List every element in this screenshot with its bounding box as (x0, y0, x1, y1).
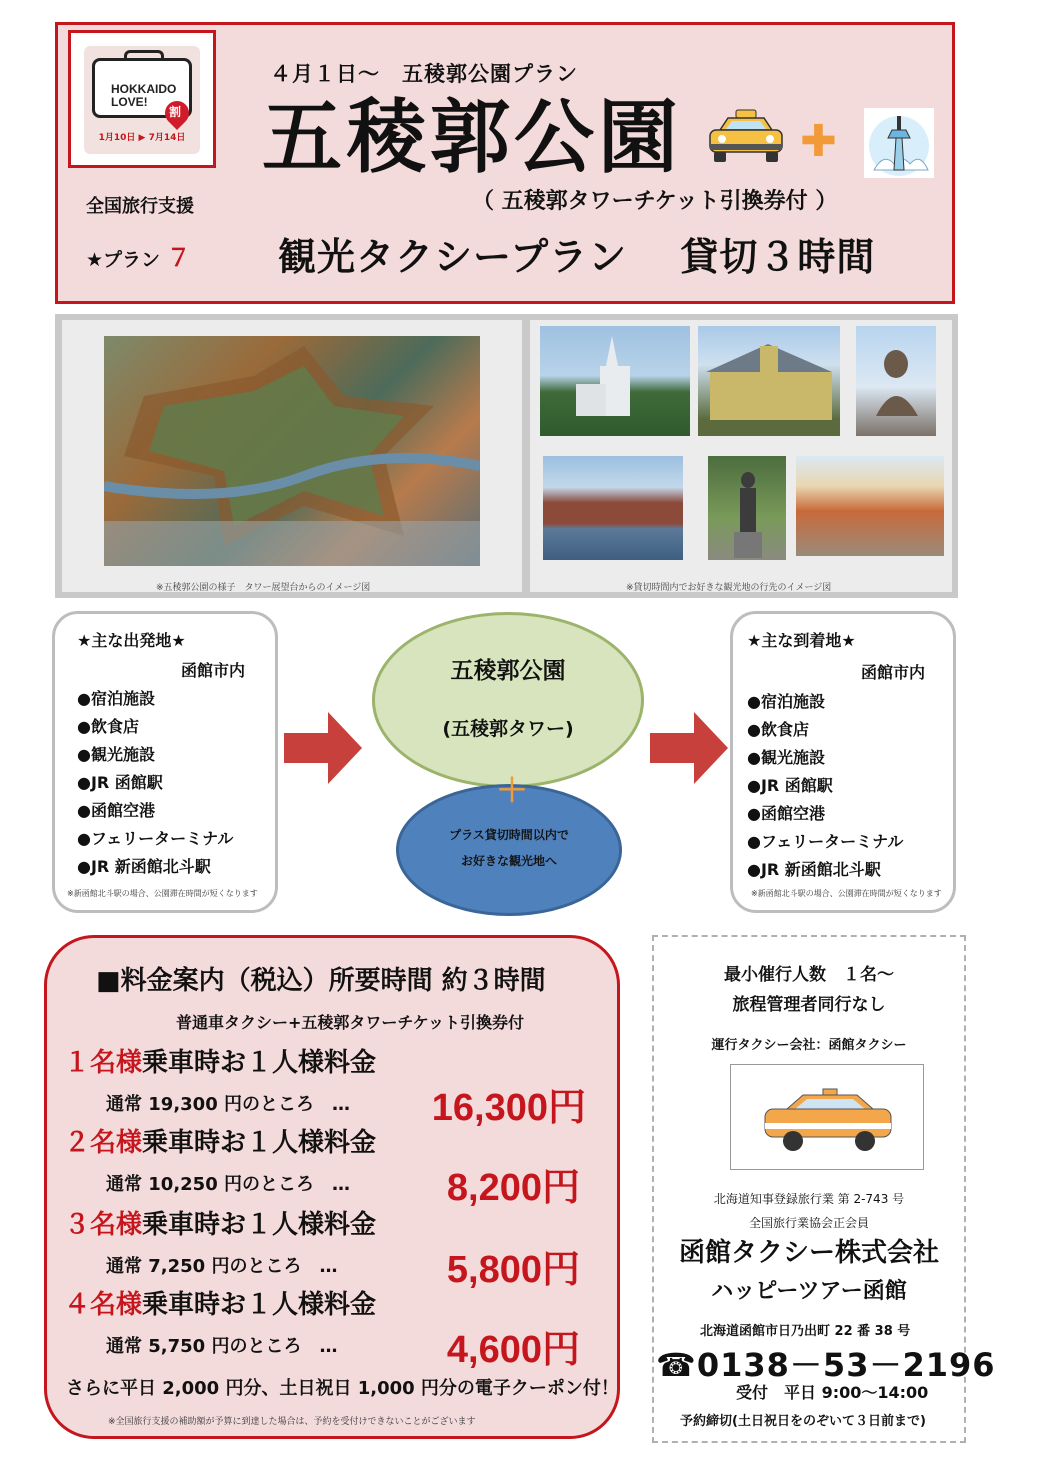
list-item: ●JR 函館駅 (77, 773, 163, 792)
photo-right-caption: ※貸切時間内でお好きな観光地の行先のイメージ図 (626, 583, 832, 593)
discount-price: 8,200円 (446, 1167, 580, 1209)
price-footnote: ※全国旅行支援の補助額が予算に到達した場合は、予約を受付けできないことがございます (108, 1417, 476, 1427)
reception-hours: 受付 平日 9:00～14:00 (736, 1383, 929, 1402)
page-title: 五稜郭公園 (262, 90, 682, 184)
discount-price: 4,600円 (446, 1329, 580, 1371)
price-title: ■料金案内（税込）所要時間 約３時間 (96, 966, 546, 996)
center-destination-sub: (五稜郭タワー) (442, 718, 574, 740)
arrival-area: 函館市内 (861, 663, 926, 682)
arrival-heading: ★主な到着地★ (747, 631, 856, 650)
logo-dates: 1月10日 ▶ 7月14日 (98, 133, 186, 143)
per-person-label: 乗車時お１人様料金 (142, 1128, 377, 1158)
address: 北海道函館市日乃出町 22 番 38 号 (700, 1324, 911, 1339)
plan-title: 観光タクシープラン 貸切３時間 (278, 235, 876, 279)
passenger-count: ３名様 (64, 1210, 143, 1240)
historic-building-photo (698, 326, 840, 436)
perry-statue-photo (708, 456, 786, 560)
list-item: ●フェリーターミナル (747, 832, 904, 851)
no-guide-note: 旅程管理者同行なし (732, 995, 886, 1015)
list-item: ●JR 新函館北斗駅 (77, 857, 211, 876)
list-item: ●飲食店 (747, 720, 809, 739)
price-row-label (64, 1122, 376, 1159)
photo-left-caption: ※五稜郭公園の様子 タワー展望台からのイメージ図 (156, 583, 371, 593)
taxi-icon (706, 108, 786, 164)
plan-label (86, 238, 191, 273)
discount-price: 5,800円 (446, 1249, 580, 1291)
plan-number: ７ (166, 244, 191, 272)
phone-number[interactable]: ☎0138－53－2196 (656, 1346, 996, 1384)
passenger-count: １名様 (64, 1048, 143, 1078)
plus-icon: ＋ (496, 771, 529, 809)
church-photo (540, 326, 690, 436)
price-row-label (64, 1204, 376, 1241)
price-row-label (64, 1042, 376, 1079)
taxi-car-icon (731, 1065, 923, 1169)
arrival-box (730, 611, 956, 913)
extra-line1: プラス貸切時間以内で (449, 828, 569, 842)
list-item: ●観光施設 (747, 748, 825, 767)
logo-badge: 割 (169, 105, 182, 119)
list-item: ●宿泊施設 (77, 689, 155, 708)
morning-market-photo (796, 456, 944, 556)
per-person-label: 乗車時お１人様料金 (142, 1048, 377, 1078)
booking-deadline: 予約締切(土日祝日をのぞいて３日前まで) (680, 1414, 926, 1429)
logo-line1: HOKKAIDO (111, 82, 177, 96)
plus-icon: ✚ (800, 116, 837, 167)
red-brick-warehouse-photo (543, 456, 683, 560)
travel-support-label: 全国旅行支援 (86, 196, 194, 217)
registration: 北海道知事登録旅行業 第 2-743 号 (713, 1192, 905, 1206)
plan-subtitle: ４月１日～ 五稜郭公園プラン (270, 62, 578, 86)
list-item: ●飲食店 (77, 717, 139, 736)
center-destination-title: 五稜郭公園 (450, 658, 566, 684)
price-subtitle: 普通車タクシー+五稜郭タワーチケット引換券付 (176, 1013, 524, 1032)
list-item: ●函館空港 (747, 804, 825, 823)
list-item: ●函館空港 (77, 801, 155, 820)
tour-name: ハッピーツアー函館 (711, 1279, 907, 1304)
per-person-label: 乗車時お１人様料金 (142, 1290, 377, 1320)
suitcase-icon (92, 58, 192, 118)
regular-price: 通常 5,750 円のところ … (106, 1336, 338, 1357)
departure-area: 函館市内 (181, 661, 246, 680)
regular-price: 通常 7,250 円のところ … (106, 1256, 338, 1277)
passenger-count: ４名様 (64, 1290, 143, 1320)
departure-box (52, 611, 278, 913)
list-item: ●宿泊施設 (747, 692, 825, 711)
association: 全国旅行業協会正会員 (748, 1216, 869, 1230)
list-item: ●JR 函館駅 (747, 776, 833, 795)
plan-label-text: ★プラン (86, 249, 161, 271)
regular-price: 通常 19,300 円のところ … (106, 1094, 350, 1115)
coupon-note: さらに平日 2,000 円分、土日祝日 1,000 円分の電子クーポン付！ (66, 1378, 619, 1399)
hokkaido-love-logo (84, 46, 200, 154)
tower-icon (864, 108, 934, 178)
statue-photo (856, 326, 936, 436)
company-name: 函館タクシー株式会社 (678, 1238, 939, 1268)
logo-line2: LOVE! (111, 95, 148, 109)
discount-price: 16,300円 (431, 1087, 586, 1129)
extra-line2: お好きな観光地へ (460, 854, 557, 868)
extra-sightseeing-text (396, 822, 622, 874)
departure-heading: ★主な出発地★ (77, 631, 186, 650)
regular-price: 通常 10,250 円のところ … (106, 1174, 350, 1195)
passenger-count: ２名様 (64, 1128, 143, 1158)
goryokaku-oval (372, 612, 644, 788)
list-item: ●フェリーターミナル (77, 829, 234, 848)
price-row-label (64, 1284, 376, 1321)
departure-note: ※新函館北斗駅の場合、公園滞在時間が短くなります (67, 889, 258, 898)
operator: 運行タクシー会社：函館タクシー (711, 1038, 907, 1053)
min-people: 最小催行人数 １名～ (724, 965, 894, 985)
arrival-note: ※新函館北斗駅の場合、公園滞在時間が短くなります (751, 889, 942, 898)
list-item: ●観光施設 (77, 745, 155, 764)
departure-list (77, 685, 233, 881)
taxi-photo (730, 1064, 924, 1170)
list-item: ●JR 新函館北斗駅 (747, 860, 881, 879)
ticket-note: （ 五稜郭タワーチケット引換券付 ） (472, 189, 838, 214)
per-person-label: 乗車時お１人様料金 (142, 1210, 377, 1240)
arrival-list (747, 688, 903, 884)
goryokaku-aerial-photo (104, 336, 480, 566)
